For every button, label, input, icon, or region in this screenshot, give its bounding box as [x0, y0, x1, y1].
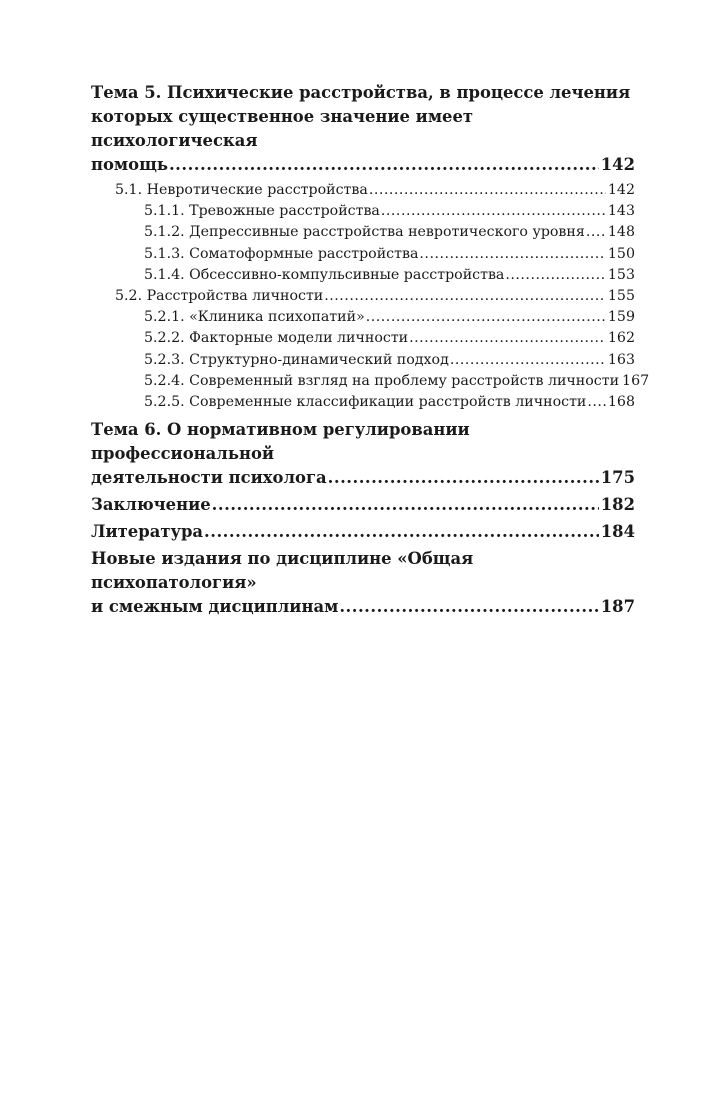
toc-page-number: 162 [607, 330, 635, 347]
toc-entry-5-2-2[interactable] [91, 328, 635, 349]
toc-entry-5-1-2[interactable] [91, 222, 635, 243]
toc-entry-new-editions[interactable] [91, 547, 635, 619]
toc-entry-label: Литература [91, 522, 204, 542]
toc-entry-label: 5.1.2. Депрессивные расстройства невротического уровня [144, 224, 585, 241]
dot-leader [587, 392, 606, 413]
toc-entry-topic-5[interactable] [91, 81, 635, 177]
toc-page-number: 143 [607, 203, 635, 220]
toc-entry-5-1[interactable] [91, 180, 635, 201]
toc-page-number: 148 [607, 224, 635, 241]
toc-entry-literature[interactable] [91, 520, 635, 544]
dot-leader [586, 222, 606, 243]
dot-leader [381, 201, 606, 222]
toc-entry-label: 5.1. Невротические расстройства [115, 182, 368, 198]
toc-entry-label: 5.1.3. Соматоформные расстройства [144, 245, 419, 262]
toc-entry-5-1-1[interactable] [91, 201, 635, 222]
toc-entry-label: 5.1.1. Тревожные расстройства [144, 203, 380, 220]
toc-page-number: 163 [607, 351, 635, 368]
dot-leader [419, 244, 605, 265]
toc-entry-label: 5.2.5. Современные классификации расстройств личности [144, 394, 587, 411]
toc-entry-label: 5.2.3. Структурно-динамический подход [144, 351, 449, 368]
dot-leader [366, 307, 606, 328]
toc-entry-label: 5.1.4. Обсессивно-компульсивные расстройства [144, 266, 505, 283]
toc-entry-5-2-1[interactable] [91, 307, 635, 328]
toc-page-number: 168 [607, 394, 635, 411]
dot-leader [212, 493, 599, 517]
toc-page-number: 167 [622, 372, 650, 389]
toc-entry-5-2-5[interactable] [91, 392, 635, 413]
toc-page-number: 184 [600, 522, 635, 542]
toc-page-number: 155 [607, 288, 635, 305]
toc-page-number: 182 [600, 495, 635, 515]
dot-leader [369, 180, 606, 201]
toc-page-number: 187 [600, 597, 635, 617]
toc-entry-label: Заключение [91, 495, 211, 515]
toc-entry-5-2-3[interactable] [91, 350, 635, 371]
dot-leader [339, 595, 598, 619]
dot-leader [204, 520, 599, 544]
dot-leader [324, 286, 606, 307]
toc-page-number: 142 [607, 182, 635, 198]
toc-entry-label: 5.2.4. Современный взгляд на проблему расстройств личности [144, 372, 620, 389]
toc-entry-title-line: и смежным дисциплинам [91, 597, 339, 617]
table-of-contents [91, 81, 650, 619]
toc-page-number: 159 [607, 309, 635, 326]
toc-entry-conclusion[interactable] [91, 493, 635, 517]
dot-leader [328, 466, 599, 490]
toc-page-number: 142 [600, 155, 635, 174]
toc-entry-label: 5.2.1. «Клиника психопатий» [144, 309, 365, 326]
toc-entry-title-line: Новые издания по дисциплине «Общая психопатология» [91, 549, 474, 593]
toc-entry-title-line: Тема 6. О нормативном регулировании профессиональной [91, 420, 470, 464]
toc-page-number: 150 [607, 245, 635, 262]
toc-entry-label: 5.2. Расстройства личности [115, 288, 324, 305]
toc-entry-title-line: которых существенное значение имеет психологическая [91, 107, 474, 150]
toc-entry-title-line: Тема 5. Психические расстройства, в процессе лечения [91, 83, 631, 102]
toc-entry-5-1-3[interactable] [91, 244, 635, 265]
toc-entry-5-2[interactable] [91, 286, 635, 307]
toc-entry-title-line: помощь [91, 155, 168, 174]
dot-leader [450, 350, 606, 371]
dot-leader [409, 328, 606, 349]
dot-leader [169, 153, 599, 177]
toc-entry-title-line: деятельности психолога [91, 468, 327, 488]
toc-entry-5-1-4[interactable] [91, 265, 635, 286]
toc-entry-5-2-4[interactable] [91, 371, 650, 392]
toc-entry-topic-6[interactable] [91, 418, 635, 490]
toc-page-number: 175 [600, 468, 635, 488]
toc-page-number: 153 [607, 266, 635, 283]
toc-entry-label: 5.2.2. Факторные модели личности [144, 330, 409, 347]
dot-leader [505, 265, 606, 286]
